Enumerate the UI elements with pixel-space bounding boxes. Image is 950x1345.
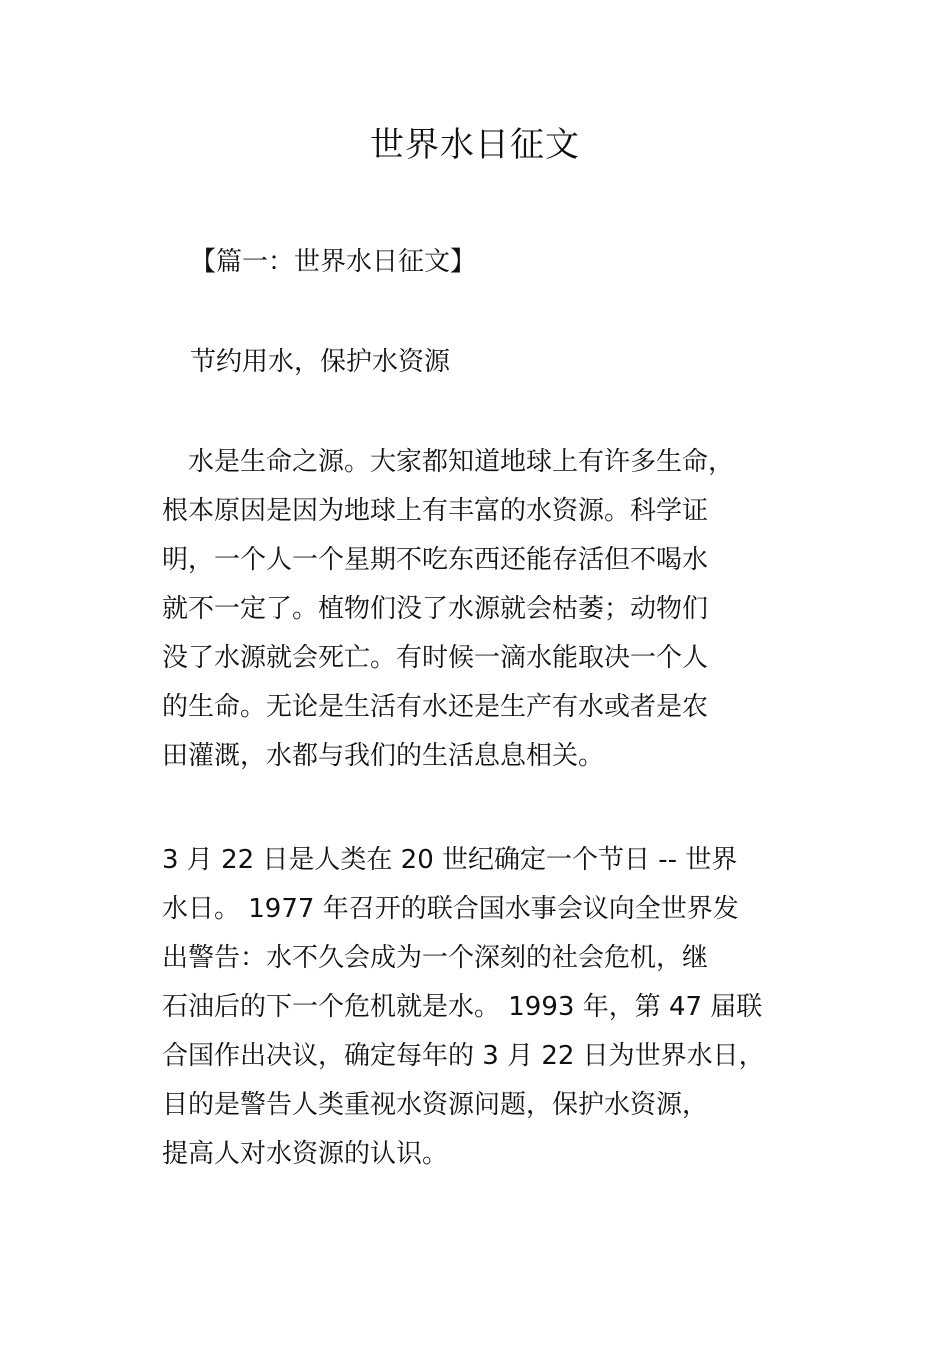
paragraph-line: 田灌溉，水都与我们的生活息息相关。: [162, 741, 605, 771]
document-title: 世界水日征文: [370, 125, 580, 165]
paragraph-line: 明，一个人一个星期不吃东西还能存活但不喝水: [162, 545, 709, 575]
paragraph-line: 的生命。无论是生活有水还是生产有水或者是农: [162, 692, 709, 722]
section-label: 【篇一：世界水日征文】: [190, 247, 477, 277]
paragraph-line: 没了水源就会死亡。有时候一滴水能取决一个人: [162, 643, 709, 673]
paragraph-line: 3 月 22 日是人类在 20 世纪确定一个节日 -- 世界: [162, 845, 738, 875]
paragraph-line: 出警告：水不久会成为一个深刻的社会危机，继: [162, 943, 709, 973]
paragraph-line: 目的是警告人类重视水资源问题，保护水资源，: [162, 1090, 709, 1120]
paragraph-1: [162, 438, 802, 781]
paragraph-line: 根本原因是因为地球上有丰富的水资源。科学证: [162, 496, 709, 526]
paragraph-line: 合国作出决议，确定每年的 3 月 22 日为世界水日，: [162, 1041, 765, 1071]
essay-subtitle: 节约用水，保护水资源: [190, 347, 451, 377]
paragraph-line: 就不一定了。植物们没了水源就会枯萎；动物们: [162, 594, 709, 624]
paragraph-line: 提高人对水资源的认识。: [162, 1139, 449, 1169]
paragraph-line: 石油后的下一个危机就是水。 1993 年，第 47 届联: [162, 992, 763, 1022]
paragraph-line: 水是生命之源。大家都知道地球上有许多生命，: [162, 447, 735, 477]
paragraph-line: 水日。 1977 年召开的联合国水事会议向全世界发: [162, 894, 739, 924]
paragraph-2: [162, 836, 802, 1179]
